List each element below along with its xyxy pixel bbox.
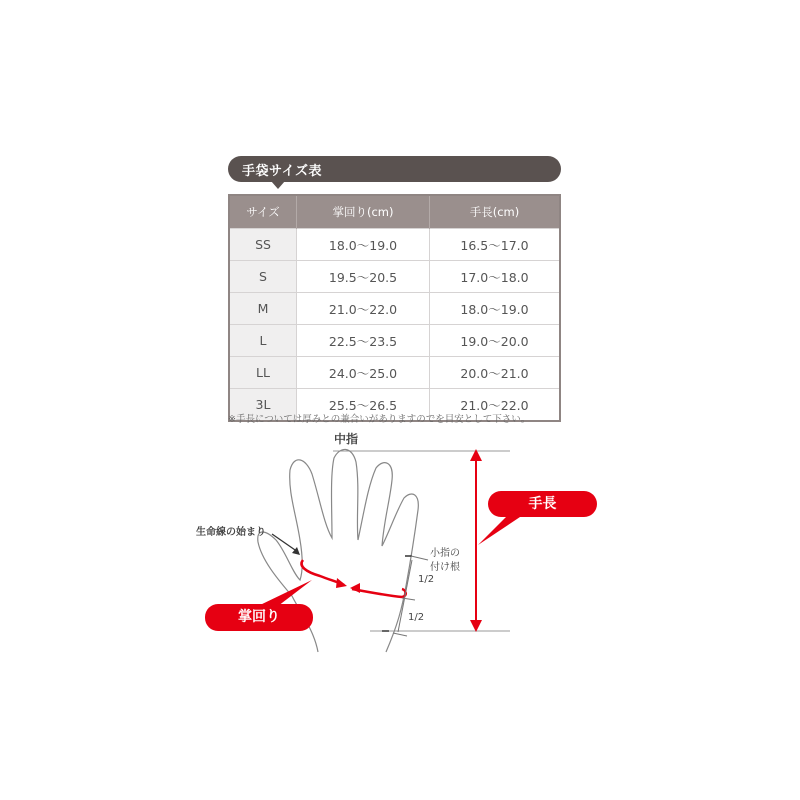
middle-finger-label: 中指 bbox=[334, 432, 359, 446]
header-palm: 掌回り(cm) bbox=[297, 195, 430, 229]
hand-length-bubble: 手長 bbox=[488, 491, 597, 517]
header-size: サイズ bbox=[229, 195, 297, 229]
cell-length: 19.0〜20.0 bbox=[430, 325, 561, 357]
palm-circumference-bubble: 掌回り bbox=[205, 604, 313, 631]
cell-palm: 18.0〜19.0 bbox=[297, 229, 430, 261]
header-length: 手長(cm) bbox=[430, 195, 561, 229]
cell-size: L bbox=[229, 325, 297, 357]
cell-length: 17.0〜18.0 bbox=[430, 261, 561, 293]
pinky-base-label-line2: 付け根 bbox=[430, 562, 460, 573]
cell-palm: 21.0〜22.0 bbox=[297, 293, 430, 325]
cell-length: 20.0〜21.0 bbox=[430, 357, 561, 389]
cell-length: 16.5〜17.0 bbox=[430, 229, 561, 261]
pinky-base-label-line1: 小指の bbox=[430, 548, 460, 559]
size-chart-title: 手袋サイズ表 bbox=[242, 164, 322, 179]
cell-palm: 22.5〜23.5 bbox=[297, 325, 430, 357]
palm-bubble-tail bbox=[258, 580, 312, 606]
palm-arrowhead-right-icon bbox=[350, 583, 360, 593]
palm-curve-right bbox=[352, 589, 406, 597]
hand-length-arrowhead-bottom-icon bbox=[470, 620, 482, 632]
cell-size: M bbox=[229, 293, 297, 325]
cell-size: S bbox=[229, 261, 297, 293]
cell-size: LL bbox=[229, 357, 297, 389]
cell-palm: 19.5〜20.5 bbox=[297, 261, 430, 293]
cell-length: 21.0〜22.0 bbox=[430, 389, 561, 422]
palm-arrowhead-left-icon bbox=[336, 578, 347, 588]
half-top-label: 1/2 bbox=[418, 574, 435, 585]
cell-palm: 25.5〜26.5 bbox=[297, 389, 430, 422]
cell-length: 18.0〜19.0 bbox=[430, 293, 561, 325]
cell-size: SS bbox=[229, 229, 297, 261]
size-note: ※手長については厚みとの兼合いがありますのでを目安として下さい。 bbox=[228, 414, 531, 425]
cell-size: 3L bbox=[229, 389, 297, 422]
cell-palm: 24.0〜25.0 bbox=[297, 357, 430, 389]
hand-length-bubble-tail bbox=[478, 513, 526, 545]
half-bottom-label: 1/2 bbox=[408, 612, 425, 623]
lifeline-pointer bbox=[272, 534, 298, 552]
lifeline-label: 生命線の始まり bbox=[196, 527, 266, 538]
